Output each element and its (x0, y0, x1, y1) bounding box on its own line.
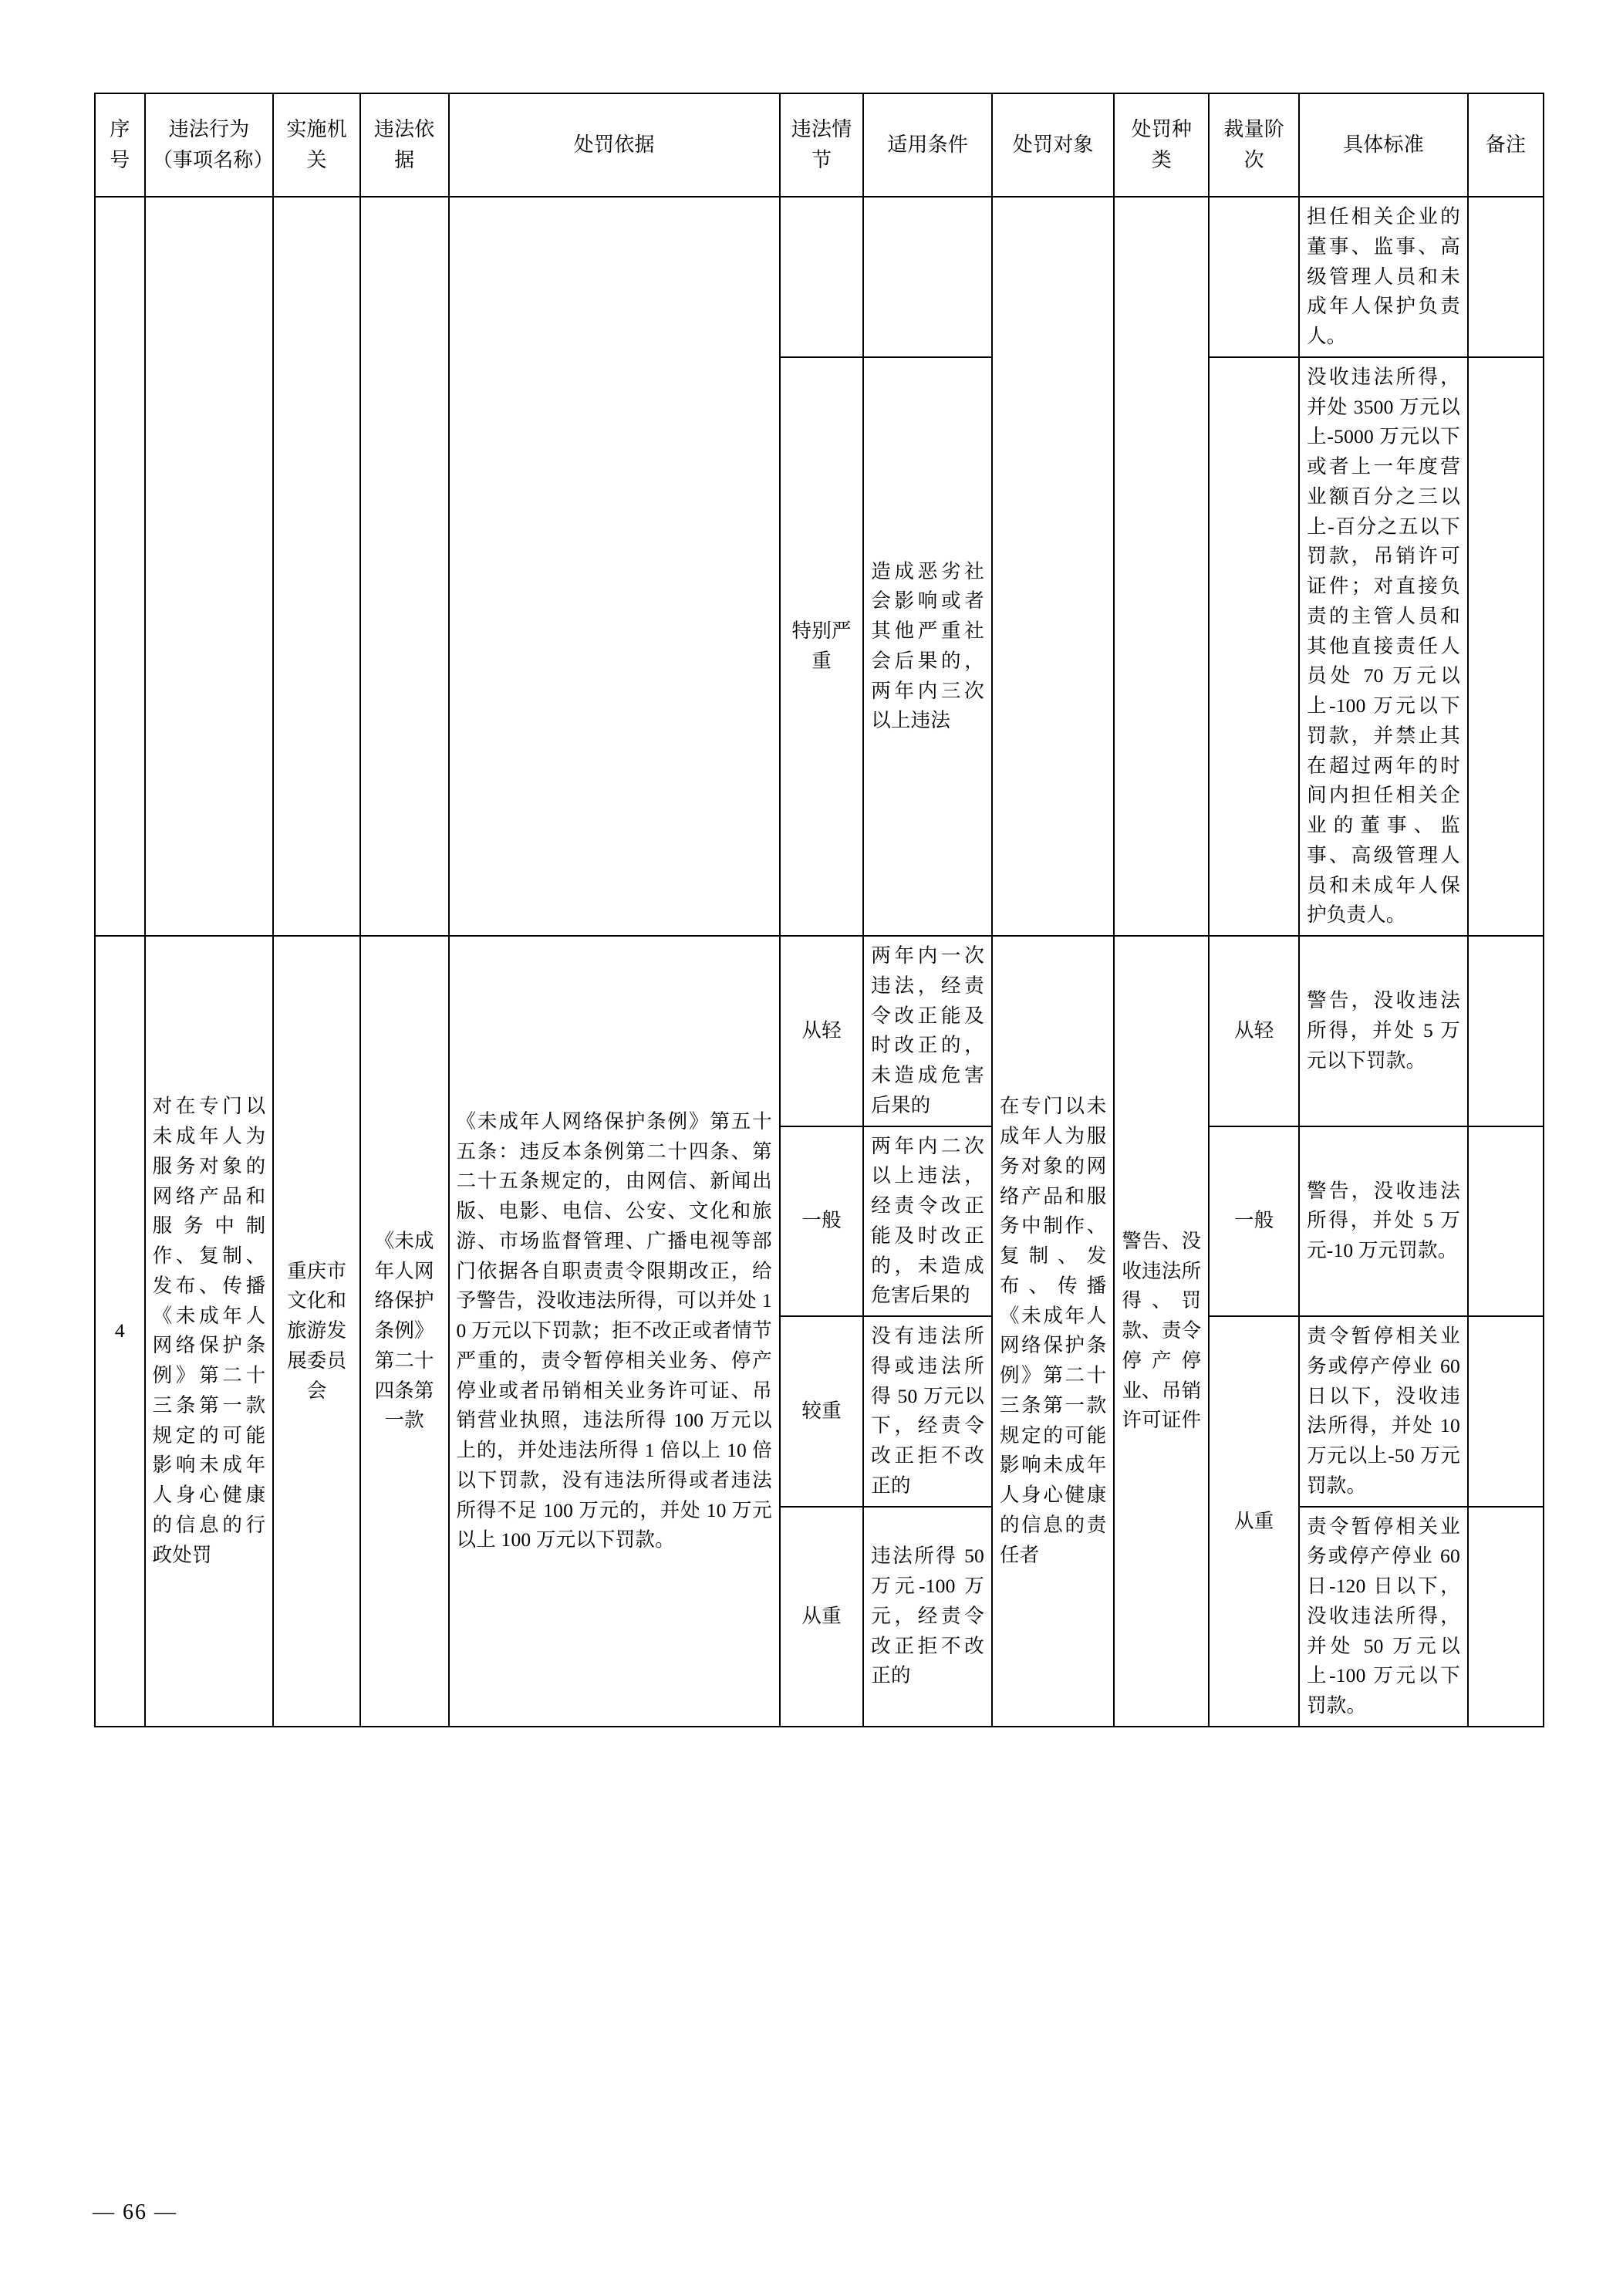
cell-target-continued (992, 197, 1114, 936)
column-header-penalty-basis: 处罚依据 (449, 93, 780, 197)
cell-standard-continued-first: 担任相关企业的董事、监事、高级管理人员和未成年人保护负责人。 (1299, 197, 1468, 357)
cell-legal-basis-continued (360, 197, 449, 936)
column-header-violation-act: 违法行为（事项名称） (145, 93, 274, 197)
table-row (95, 936, 1544, 1126)
column-header-severity: 违法情节 (780, 93, 863, 197)
penalty-discretion-table (94, 93, 1544, 1727)
cell-standard-heavy: 责令暂停相关业务或停产停业 60 日-120 日以下，没收违法所得，并处 50 万元以上-100 万元以下罚款。 (1299, 1507, 1468, 1727)
column-header-sequence: 序号 (95, 93, 145, 197)
cell-standard-general: 警告，没收违法所得，并处 5 万元-10 万元罚款。 (1299, 1126, 1468, 1317)
cell-condition-heavier: 没有违法所得或违法所得 50 万元以下，经责令改正拒不改正的 (863, 1316, 992, 1507)
cell-authority-4: 重庆市文化和旅游发展委员会 (273, 936, 360, 1727)
cell-condition-very-serious: 造成恶劣社会影响或者其他严重社会后果的，两年内三次以上违法 (863, 357, 992, 936)
cell-note-continued-first (1468, 197, 1544, 357)
cell-penalty-basis-continued (449, 197, 780, 936)
cell-standard-light: 警告，没收违法所得，并处 5 万元以下罚款。 (1299, 936, 1468, 1126)
cell-condition-continued-blank (863, 197, 992, 357)
page-footer (0, 2200, 1623, 2225)
cell-severity-continued-blank (780, 197, 863, 357)
cell-severity-very-serious: 特别严重 (780, 357, 863, 936)
cell-severity-general: 一般 (780, 1126, 863, 1317)
column-header-standard: 具体标准 (1299, 93, 1468, 197)
cell-condition-light: 两年内一次违法，经责令改正能及时改正的，未造成危害后果的 (863, 936, 992, 1126)
cell-severity-light: 从轻 (780, 936, 863, 1126)
cell-condition-heavy: 违法所得 50 万元-100 万元，经责令改正拒不改正的 (863, 1507, 992, 1727)
column-header-penalty-type: 处罚种类 (1114, 93, 1209, 197)
cell-tier-general: 一般 (1209, 1126, 1299, 1317)
cell-severity-heavier: 较重 (780, 1316, 863, 1507)
cell-note-light (1468, 936, 1544, 1126)
cell-tier-light: 从轻 (1209, 936, 1299, 1126)
cell-sequence-continued (95, 197, 145, 936)
column-header-target: 处罚对象 (992, 93, 1114, 197)
cell-tier-heavy: 从重 (1209, 1316, 1299, 1727)
cell-target-4: 在专门以未成年人为服务对象的网络产品和服务中制作、复制、发布、传播《未成年人网络保护条例》第二十三条第一款规定的可能影响未成年人身心健康的信息的责任者 (992, 936, 1114, 1727)
cell-penalty-type-continued (1114, 197, 1209, 936)
cell-condition-general: 两年内二次以上违法，经责令改正能及时改正的，未造成危害后果的 (863, 1126, 992, 1317)
cell-note-heavier (1468, 1316, 1544, 1507)
cell-violation-act-4: 对在专门以未成年人为服务对象的网络产品和服务中制作、复制、发布、传播《未成年人网络保护条例》第二十三条第一款规定的可能影响未成年人身心健康的信息的行政处罚 (145, 936, 274, 1727)
column-header-legal-basis: 违法依据 (360, 93, 449, 197)
cell-violation-act-continued (145, 197, 274, 936)
cell-note-general (1468, 1126, 1544, 1317)
cell-standard-heavier: 责令暂停相关业务或停产停业 60 日以下，没收违法所得，并处 10 万元以上-50 万元罚款。 (1299, 1316, 1468, 1507)
column-header-tier: 裁量阶次 (1209, 93, 1299, 197)
table-row (95, 197, 1544, 357)
column-header-authority: 实施机关 (273, 93, 360, 197)
cell-note-very-serious (1468, 357, 1544, 936)
cell-note-heavy (1468, 1507, 1544, 1727)
cell-penalty-type-4: 警告、没收违法所得、罚款、责令停产停业、吊销许可证件 (1114, 936, 1209, 1727)
cell-sequence-4: 4 (95, 936, 145, 1727)
cell-standard-very-serious: 没收违法所得，并处 3500 万元以上-5000 万元以下或者上一年度营业额百分之三以上-百分之五以下罚款，吊销许可证件；对直接负责的主管人员和其他直接责任人员处 70 万元以上-100 万元以下罚款，并禁止其在超过两年的时间内担任相关企业的董事、监事、高级管理人员和未成年人保护负责人。 (1299, 357, 1468, 936)
cell-severity-heavy: 从重 (780, 1507, 863, 1727)
table-header-row (95, 93, 1544, 197)
cell-tier-continued-blank (1209, 197, 1299, 357)
page-number: — 66 — (93, 2200, 177, 2224)
column-header-note: 备注 (1468, 93, 1544, 197)
cell-legal-basis-4: 《未成年人网络保护条例》第二十四条第一款 (360, 936, 449, 1727)
cell-tier-very-serious-blank (1209, 357, 1299, 936)
cell-penalty-basis-4: 《未成年人网络保护条例》第五十五条：违反本条例第二十四条、第二十五条规定的，由网信、新闻出版、电影、电信、公安、文化和旅游、市场监督管理、广播电视等部门依据各自职责责令限期改正，给予警告，没收违法所得，可以并处 10 万元以下罚款；拒不改正或者情节严重的，责令暂停相关业务、停产停业或者吊销相关业务许可证、吊销营业执照，违法所得 100 万元以上的，并处违法所得 1 倍以上 10 倍以下罚款，没有违法所得或者违法所得不足 100 万元的，并处 10 万元以上 100 万元以下罚款。 (449, 936, 780, 1727)
cell-authority-continued (273, 197, 360, 936)
column-header-conditions: 适用条件 (863, 93, 992, 197)
